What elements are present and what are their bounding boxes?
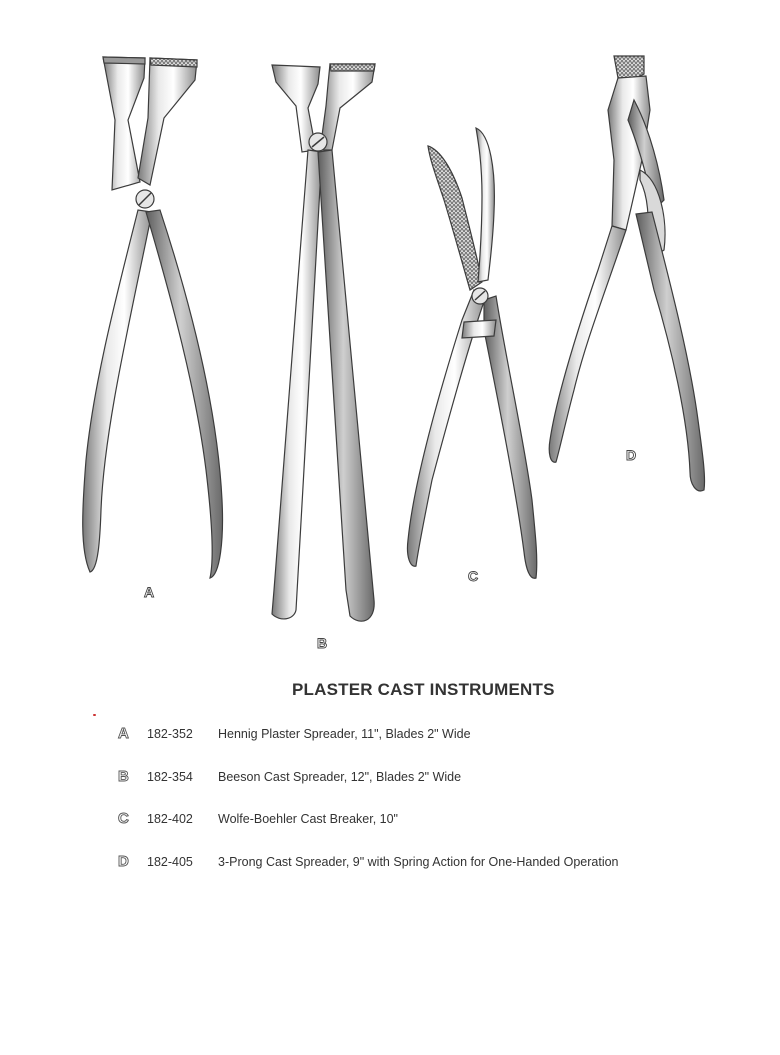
instrument-b-beeson-spreader	[272, 64, 375, 621]
print-speck	[93, 714, 96, 716]
item-description: 3-Prong Cast Spreader, 9" with Spring Action for One-Handed Operation	[218, 855, 619, 869]
figure-label-d: D	[626, 447, 637, 463]
instrument-c-wolfe-boehler-breaker	[407, 128, 536, 578]
row-letter: D	[118, 853, 129, 870]
instrument-a-hennig-spreader	[83, 57, 223, 578]
catalog-number: 182-352	[147, 727, 193, 741]
instrument-d-3-prong-spreader	[549, 56, 704, 491]
page-title: PLASTER CAST INSTRUMENTS	[292, 680, 555, 699]
figure-label-b: B	[317, 635, 328, 651]
row-letter: A	[118, 725, 129, 742]
item-description: Beeson Cast Spreader, 12", Blades 2" Wide	[218, 770, 462, 784]
catalog-number: 182-354	[147, 770, 193, 784]
row-letter: B	[118, 768, 129, 785]
catalog-number: 182-402	[147, 812, 193, 826]
item-description: Hennig Plaster Spreader, 11", Blades 2" Wide	[218, 727, 471, 741]
item-description: Wolfe-Boehler Cast Breaker, 10"	[218, 812, 398, 826]
catalog-number: 182-405	[147, 855, 193, 869]
row-letter: C	[118, 810, 129, 827]
figure-label-a: A	[144, 584, 155, 600]
figure-label-c: C	[468, 568, 479, 584]
